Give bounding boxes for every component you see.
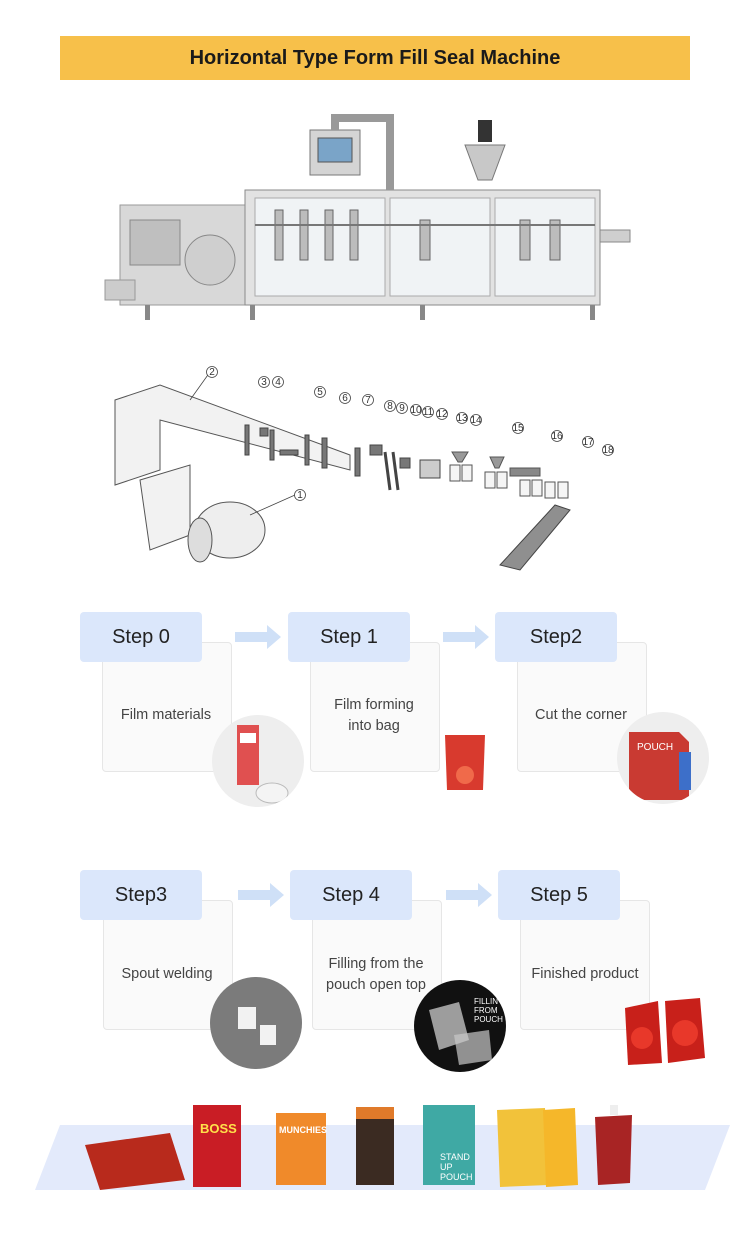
- product-label: POUCH: [440, 1172, 473, 1182]
- film-roll-image: [212, 715, 304, 807]
- product-label: STAND: [440, 1152, 470, 1162]
- product-label: MUNCHIES: [279, 1125, 328, 1135]
- pouch-text: POUCH: [637, 742, 674, 753]
- step-text-line: into bag: [348, 718, 400, 734]
- callout-number: 4: [275, 377, 281, 388]
- step-text: Spout welding: [121, 966, 213, 982]
- product-label: UP: [440, 1162, 453, 1172]
- step-tab: Step 0: [80, 612, 202, 662]
- spout-image: [210, 977, 302, 1069]
- page-title: Horizontal Type Form Fill Seal Machine: [60, 36, 690, 80]
- callout-number: 6: [342, 393, 348, 404]
- step-text: Film materials: [120, 707, 212, 723]
- step-tab: Step 1: [288, 612, 410, 662]
- callout-number: 8: [387, 401, 393, 412]
- callout-number: 2: [209, 367, 215, 378]
- step-text: Finished product: [531, 966, 639, 982]
- process-diagram: [100, 360, 640, 585]
- step-tab: Step2: [495, 612, 617, 662]
- arrow-icon: [235, 623, 283, 651]
- product-showcase: [0, 1105, 750, 1210]
- step-text-line: Film forming: [334, 697, 414, 713]
- arrow-icon: [446, 881, 494, 909]
- machine-illustration: [100, 110, 640, 330]
- callout-number: 16: [551, 431, 563, 442]
- callout-number: 17: [582, 437, 594, 448]
- callout-number: 12: [436, 409, 448, 420]
- arrow-icon: [238, 881, 286, 909]
- badge-line: FILLIN: [474, 997, 499, 1006]
- product-label: BOSS: [200, 1121, 237, 1136]
- callout-number: 14: [470, 415, 482, 426]
- callout-number: 10: [410, 405, 422, 416]
- corner-cut-pouch-image: [617, 712, 709, 804]
- callout-number: 9: [399, 403, 405, 414]
- step-tab: Step 5: [498, 870, 620, 920]
- filling-image: [414, 980, 506, 1072]
- step-tab: Step 4: [290, 870, 412, 920]
- callout-number: 7: [365, 395, 371, 406]
- callout-number: 3: [261, 377, 267, 388]
- callout-number: 15: [512, 423, 524, 434]
- arrow-icon: [443, 623, 491, 651]
- badge-line: POUCH: [474, 1015, 503, 1024]
- finished-pouch-image: [620, 993, 710, 1068]
- step-text: Cut the corner: [535, 707, 627, 723]
- callout-number: 18: [602, 445, 614, 456]
- callout-number: 1: [297, 490, 303, 501]
- pouch-image: [440, 730, 490, 795]
- callout-number: 13: [456, 413, 468, 424]
- callout-number: 5: [317, 387, 323, 398]
- badge-line: FROM: [474, 1006, 498, 1015]
- callout-number: 11: [422, 407, 434, 418]
- step-tab: Step3: [80, 870, 202, 920]
- step-text-line: Filling from the: [328, 956, 424, 972]
- step-text-line: pouch open top: [326, 977, 426, 993]
